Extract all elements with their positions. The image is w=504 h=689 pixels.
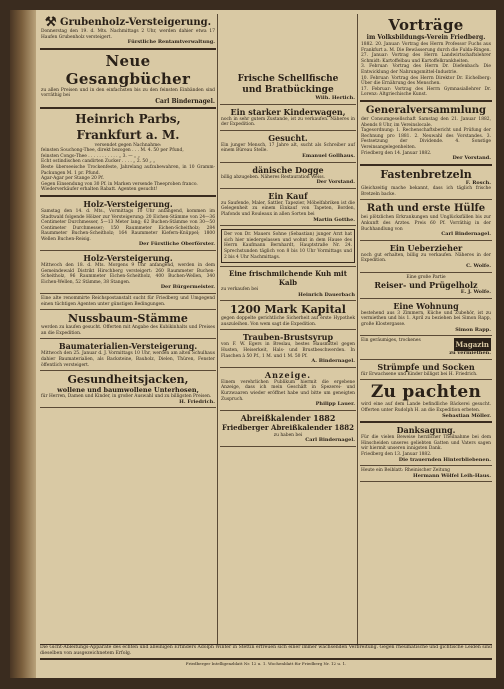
ad-headline: Eine Wohnung <box>393 300 459 311</box>
ad-subtitle: wollene und baumwollene Unterhosen, <box>57 386 199 395</box>
ad-headline: Heinrich Parbs, Frankfurt a. M. <box>75 111 181 142</box>
ad-headline: Grubenholz-Versteigerung. <box>60 17 212 28</box>
ad-signature: Simon Rapp. <box>455 326 491 333</box>
ad-headline: Danksagung. <box>396 425 456 436</box>
ad-text: Tagesordnung: 1. Rechenschaftsbericht und Prüfung der Rechnung pro 1881. 2. Neuwahl des Vorstandes. 3. Festsetzung der Dividende. 4. Sonstige Vereinsangelegenheiten. <box>361 128 491 150</box>
ad-baumaterial <box>40 339 216 371</box>
ad-headline: Rath und erste Hülfe <box>366 203 486 215</box>
ad-text: Für die vielen Beweise herzlicher Theilnahme bei dem Hinscheiden unseres geliebten Gatten und Vaters sagen wir hiermit unseren innigsten Dank. <box>361 435 491 452</box>
ad-line: Beste überseeische Trockenfeste, Jahrelang aufzubewahren, in 10 Gramm-Packungen M. 1 pr. Pfund. <box>41 164 215 176</box>
ad-headline: Frische Schellfische <box>237 74 339 84</box>
ad-headline: Generalversammlung <box>365 104 487 116</box>
ad-rath-huelfe <box>360 200 492 240</box>
ad-headline: Reiser- und Prügelholz <box>374 280 478 291</box>
ad-signature: A. Bindernagel. <box>311 358 355 365</box>
footer-rule <box>40 658 492 660</box>
left-column <box>40 14 216 408</box>
column-rule <box>357 14 358 644</box>
ad-text: werden zu kaufen gesucht. Offerten mit Angabe des Kubikinhalts und Preises an die Expedition. <box>41 325 215 336</box>
ad-text: Ein geräumiges, trockenes <box>361 338 421 344</box>
ad-wohnung <box>360 299 492 336</box>
hammers-icon: ⚒ <box>44 15 57 30</box>
ad-line: Agar-Agar per Stange 20 Pf. <box>41 176 105 182</box>
ad-kinderwagen <box>220 105 356 131</box>
ad-fastenbretzeln <box>360 166 492 201</box>
ad-signature: Der Vorstand. <box>316 179 355 186</box>
ad-text: billig abzugeben. Näheres Restauration Weiss. <box>221 174 326 180</box>
ad-signature: Carl Bindernagel. <box>305 437 355 444</box>
ad-headline: Strümpfe und Socken <box>377 361 475 372</box>
ad-text: zu allen Preisen und in den einfachsten bis zu den feinsten Einbänden sind vorräthig bei <box>41 87 215 99</box>
ad-signature: Die trauernden Hinterbliebenen. <box>398 456 491 463</box>
ad-text: Mittwoch den 25. Januar d. J. Vormittags 10 Uhr, werden am alten Schulhaus dahier Baumaterialien, als Backsteine, Bauholz, Dielen, Thüren, Fenster öffentlich versteigert. <box>41 351 215 368</box>
ad-grubenholz <box>40 14 216 50</box>
ad-text: Der von Dr. Mauers Sohne (Sebastian) junger Arzt hat sich hier niedergelassen und wohnt in dem Hause des Herrn Kaufmann Bernhardt, Hauptstraße Nr. 24. Sprechstunden täglich von 8 bis 10 Uhr Vormittags und 2 bis 4 Uhr Nachmittags. <box>224 232 352 260</box>
ad-text: Samstag den 14. d. Mts., Vormittags 10 Uhr anfangend, kommen im Stadtwald folgende Hölzer zur Versteigerung: 20 Eichen-Stämme von 24—36 Centimeter Durchmesser, 5—13 Meter lang; 62 Buchen-Stämme von 30—50 Centimeter Durchmesser; 150 Raummeter Eichen-Scheitholz; 284 Raummeter Buchen-Scheitholz; 164 Raummeter Kiefern-Knüppel; 1800 Wellen Buchen-Reisig. <box>41 208 215 242</box>
ad-headline: Zu pachten <box>370 382 482 403</box>
ad-date: Friedberg den 13. Januar 1882. <box>361 451 432 457</box>
ad-headline: Friedberger Abreißkalender 1882 <box>221 422 355 432</box>
ad-headline: dänische Dogge <box>252 164 324 175</box>
ad-text: zu haben bei <box>273 432 303 438</box>
ad-line: feinsten Souchong-Thee, direkt bezogen . . . M. 4. 50 per Pfund, <box>41 148 184 154</box>
ad-danksagung <box>360 423 492 466</box>
ad-signature: F. Rosch. <box>465 179 491 186</box>
ad-parbs <box>40 109 216 197</box>
ad-dogge <box>220 163 356 189</box>
ad-text: Einem verehrlichen Publikum hiermit die ergebene Anzeige, dass ich mein Geschäft in Spezerei- und Kurzwaaren wieder eröffnet habe und bitte um geneigten Zuspruch. <box>221 379 355 402</box>
ad-signature: Heinrich Dauerbach <box>298 291 355 298</box>
ad-holzversteigerung-1 <box>40 197 216 251</box>
notice-box <box>221 229 355 263</box>
ad-beilage <box>360 466 492 482</box>
ad-text: Donnerstag den 19. d. Mts. Nachmittags 2 Uhr, werden dahier etwa 17 Haufen Grubenholz versteigert. <box>41 29 215 40</box>
ad-text: bestehend aus 3 Zimmern, Küche und Zubehör, ist zu vermiethen und bis 1. April zu beziehen bei Simon Rapp, große Klostergasse. <box>361 310 491 327</box>
ad-signature: Carl Bindernagel. <box>441 231 491 238</box>
ad-text: zu verkaufen bei <box>221 287 259 293</box>
ad-struempfe <box>360 360 492 381</box>
ad-headline: Gesundheitsjacken, <box>67 373 189 387</box>
ad-headline: Neue Gesangbücher <box>65 51 191 88</box>
ad-arzt-notice <box>220 226 356 267</box>
ad-headline: Ein Ueberzieher <box>389 242 463 253</box>
ad-signature: Wilh. Hertich. <box>315 95 355 101</box>
lecture-item: 1882. 20. Januar: Vortrag des Herrn Professor Fuchs aus Frankfurt a. M. Die Bewässerung durch die Fulda-Ringen. <box>361 42 491 53</box>
bottom-text: Die Gicht-Ableitungs-Apparate des echten und alleinigen Erfinders Adolph Winter in Stettin erfreuen sich einer immer wachsenden Verbreitung. Gegen rheumatische und gichtische Leiden sind dieselben von ausgezeichnetem Erfolg. <box>40 645 492 656</box>
ad-date: Friedberg den 14. Januar 1882. <box>361 150 432 156</box>
ad-anzeige <box>220 368 356 411</box>
ad-vortraege <box>360 14 492 102</box>
ad-text: Eine große Partie <box>406 274 446 280</box>
ad-headline: Holz-Versteigerung. <box>83 253 173 264</box>
ad-headline: Baumaterialien-Versteigerung. <box>58 341 198 352</box>
ad-signature: Emanuel Gollhaus. <box>302 152 355 159</box>
lecture-item: 3. Februar: Vortrag des Herrn Dr. Diefenbach: Die Entwicklung der Nahrungsmittel-Industrie. <box>361 64 491 75</box>
middle-column <box>220 14 356 447</box>
book-spine <box>10 10 36 678</box>
ad-headline: Anzeige. <box>264 369 312 380</box>
ad-headline: und Bratbückinge <box>242 85 334 95</box>
ad-gesangbuecher <box>40 50 216 109</box>
ad-text: Eine alte renommirte Reichspostanstalt sucht für Friedberg und Umgegend einen tüchtigen Agenten unter günstigen Bedingungen. <box>41 296 215 307</box>
ad-headline: Vorträge <box>388 16 464 34</box>
ad-signature: Carl Bindernagel. <box>155 97 215 105</box>
ad-headline: Nussbaum-Stämme <box>68 312 188 326</box>
ad-subtitle: der Consumgesellschaft Samstag den 21. Januar 1882, Abends 8 Uhr, im Vereinslocale. <box>361 116 491 128</box>
ad-text: noch in sehr gutem Zustande, ist zu verkaufen. Näheres in der Expedition. <box>221 116 355 128</box>
ad-kuh <box>220 267 356 301</box>
ad-signature: Hermann Wölfel Leih-Haus. <box>413 472 491 479</box>
ad-text: wird eine auf dem Lande befindliche Bäckerei gesucht. Offerten unter Rudolph H. an die Expedition erbeten. <box>361 402 491 413</box>
ad-headline: Holz-Versteigerung. <box>83 198 173 209</box>
ad-text: Mittwoch den 18. d. Mts. Morgens 9 Uhr anfangend, werden in dem Gemeindewald Distrikt Hirschberg versteigert: 260 Raummeter Buchen-Scheitholz, 96 Raummeter Eichen-Scheitholz, 400 Buchen-Wellen, 340 Eichen-Wellen, 52 Stämme, 38 Stangen. <box>41 263 215 285</box>
ad-text: Heute ein Beiblatt: Rheinischer Zeitung <box>361 468 450 474</box>
ad-line: Wiederverkäufer erhalten Rabatt. Agenten gesucht! <box>41 187 158 193</box>
ad-magazin <box>360 336 492 360</box>
ad-headline: Ein starker Kinderwagen, <box>230 106 346 117</box>
ad-signature: C. Wolfe. <box>466 263 491 270</box>
lecture-item: 10. Februar: Vortrag des Herrn Direktor Dr. Eichelberg: Über die Ernährung des Menschen. <box>361 75 491 87</box>
ad-text: für Herren, Damen und Kinder, in großer Auswahl und zu billigsten Preisen. <box>41 394 212 400</box>
ad-headline: Magazin <box>455 340 489 350</box>
ad-reiser <box>360 273 492 299</box>
ad-holzversteigerung-2 <box>40 251 216 294</box>
ad-signature: H. Friedrich. <box>179 398 215 405</box>
ad-subtitle: versendet gegen Nachnahme: <box>94 142 162 148</box>
right-column <box>360 14 492 482</box>
ad-signature: Der Vorstand. <box>452 155 491 162</box>
ad-text: zu Saufende, Maler, Sattler, Tapezier, Möbelfabriken ist die Gelegenheit zu einem Einkauf von Tapeten, Borden, Plafonds und Rouleaux in allen Sorten bei <box>221 200 355 217</box>
ad-headline: Fastenbretzeln <box>380 167 472 181</box>
ad-schellfische <box>220 72 356 105</box>
ad-line: feinsten Congo-Thee . . . . . . . . . . . „ 3. — „ „ <box>41 153 140 159</box>
ad-subtitle: im Volksbildungs-Verein Friedberg. <box>366 34 486 41</box>
ad-signature: zu vermiethen. <box>449 350 491 357</box>
ad-reichspost <box>40 294 216 310</box>
ad-text: Ein junger Mensch, 17 Jahre alt, sucht als Schreiber auf einem Büreau Stelle. <box>221 142 355 154</box>
footer-text: Friedberger Intelligenzblatt Nr. 12 u. 1. Wochenblatt für Friedberg Nr. 12 u. 1. <box>185 660 347 666</box>
ad-signature: Philipp Lauer. <box>315 401 355 408</box>
ad-signature: Martin Gotthe. <box>313 216 355 223</box>
ad-gesucht <box>220 131 356 163</box>
ad-text: für Erwachsene und Kinder billigst bei H. Friedrich. <box>361 371 478 377</box>
ad-nussbaum <box>40 310 216 339</box>
ad-abreisskalender <box>220 411 356 447</box>
ad-einkauf <box>220 189 356 226</box>
ad-brustsyrup <box>220 330 356 367</box>
ad-generalversammlung <box>360 102 492 166</box>
lecture-item: 27. Januar: Vortrag des Herrn Landwirtschaftslehrer Schmidt: Kartoffelbau und Kartoffelkrankheiten. <box>361 53 491 64</box>
ad-headline: Trauben-Brustsyrup <box>242 332 334 343</box>
bottom-notice <box>40 644 492 666</box>
ad-line: Gegen Einsendung von 30 Pf. in Marken versende Theeproben franco. <box>41 181 198 187</box>
ad-signature: Der Bürgermeister. <box>160 284 215 291</box>
ad-text: noch gut erhalten, billig zu verkaufen. Näheres in der Expedition. <box>361 252 491 264</box>
ad-text: bei plötzlichen Erkrankungen und Unglücksfällen bis zur Ankunft des Arztes. Preis 60 Pf. Vorräthig in der Buchhandlung von <box>361 215 491 232</box>
ad-headline: Gesucht. <box>268 132 308 143</box>
ad-signature: Der Fürstliche Oberförster. <box>138 241 215 248</box>
ad-text: von F. W. Egers in Breslau, bestes Hausmittel gegen Husten, Heiserkeit, Hals- und Brustbeschwerden. In Flaschen à 50 Pf., 1 M. und 1 M. 50 Pf. <box>221 342 355 359</box>
ad-headline: Ein Kauf <box>268 190 308 201</box>
ad-kapital <box>220 301 356 330</box>
ad-headline: Abreißkalender 1882 <box>240 412 336 423</box>
newspaper-page <box>10 10 496 678</box>
ad-line: Echt ostindischen candirten Zucker . . . . „ 2. 50 „ „ <box>41 159 156 165</box>
ad-gesundheitsjacken <box>40 371 216 408</box>
column-rule <box>217 14 218 644</box>
ad-signature: E. J. Wolfe. <box>460 289 491 296</box>
ad-pachten <box>360 380 492 423</box>
ad-text: Gleichzeitig mache bekannt, dass ich täglich frische Bretzeln backe. <box>361 186 491 197</box>
ad-text: gegen doppelte gerichtliche Sicherheit auf erste Hypothek auszuleihen. Von wem sagt die Expedition. <box>221 316 355 327</box>
ad-headline: Eine frischmilchende Kuh mit Kalb <box>229 269 347 288</box>
ad-ueberzieher <box>360 241 492 273</box>
ad-signature: Fürstliche Rentamtverwaltung. <box>127 39 215 46</box>
lecture-item: 17. Februar: Vortrag des Herrn Gymnasiallehrer Dr. Lorenz: Altgriechische Kunst. <box>361 86 491 98</box>
ad-signature: Sebastian Möller. <box>442 412 491 419</box>
ad-headline: 1200 Mark Kapital <box>230 303 346 317</box>
